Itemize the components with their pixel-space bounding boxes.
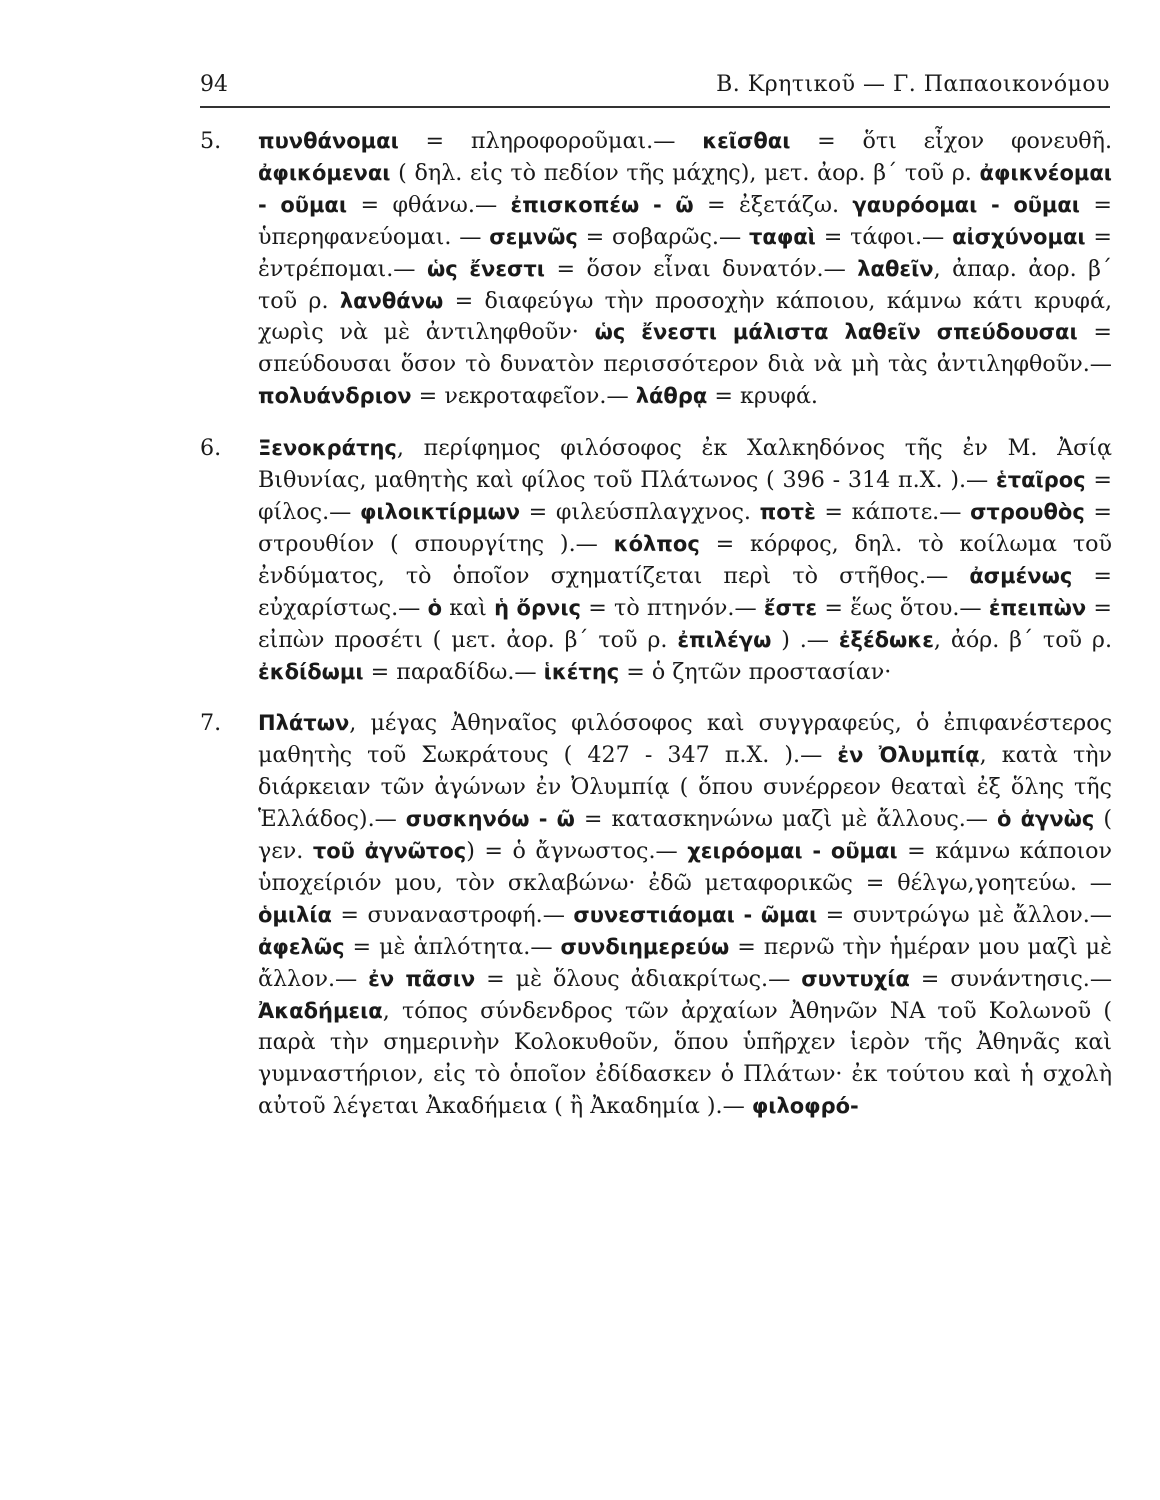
gloss-text: = περνῶ τὴν ἡμέραν μου μαζὶ μὲ ἄλλον.— bbox=[258, 933, 1112, 992]
glossary-term: φιλοφρό- bbox=[751, 1094, 859, 1119]
gloss-text: = τὸ πτηνόν.— bbox=[580, 594, 764, 621]
gloss-text: = σοβαρῶς.— bbox=[577, 223, 749, 250]
gloss-text: = σπεύδουσαι ὅσον τὸ δυνατὸν περισσότερον διὰ νὰ μὴ τὰς ἀντιληφθοῦν.— bbox=[258, 319, 1112, 378]
gloss-text: ( δηλ. εἰς τὸ πεδίον τῆς μάχης), μετ. ἀορ. β΄ τοῦ ρ. bbox=[390, 159, 980, 186]
glossary-term: φιλοικτίρμων bbox=[359, 499, 521, 524]
glossary-term: ὡς ἔνεστι bbox=[426, 256, 545, 281]
glossary-term: κεῖσθαι bbox=[702, 129, 791, 153]
gloss-text: = κάμνω κάποιον ὑποχείριόν μου, τὸν σκλαβώνω· ἐδῶ μεταφορικῶς = θέλγω,γοητεύω. — bbox=[258, 838, 1112, 896]
glossary-term: χειρόομαι - οῦμαι bbox=[687, 839, 898, 864]
glossary-term: ἐπειπὼν bbox=[988, 595, 1087, 620]
gloss-text: = κόρφος, δηλ. τὸ κοίλωμα τοῦ ἐνδύματος, τὸ ὁποῖον σχηματίζεται περὶ τὸ στῆθος.— bbox=[258, 530, 1112, 589]
gloss-text: = ὅσον εἶναι δυνατόν.— bbox=[545, 255, 858, 282]
glossary-term: σεμνῶς bbox=[489, 224, 578, 249]
glossary-term: ἐκδίδωμι bbox=[258, 659, 364, 684]
note-5 bbox=[200, 126, 1112, 413]
note-body bbox=[258, 708, 1112, 1123]
gloss-text: = φίλος.— bbox=[258, 467, 1112, 525]
gloss-text: = μὲ ἁπλότητα.— bbox=[344, 933, 561, 960]
glossary-term: ἀφελῶς bbox=[258, 934, 345, 959]
glossary-term: ταφαὶ bbox=[749, 224, 816, 249]
glossary-term: ἐν Ὀλυμπίᾳ bbox=[837, 743, 980, 768]
gloss-text: = φιλεύσπλαγχνος. bbox=[520, 498, 760, 525]
notes-section bbox=[200, 126, 1112, 1143]
gloss-text: , περίφημος φιλόσοφος ἐκ Χαλκηδόνος τῆς ἐν Μ. Ἀσίᾳ Βιθυνίας, μαθητὴς καὶ φίλος τοῦ Πλάτωνος ( 396 - 314 π.Χ. ).— bbox=[258, 435, 1112, 494]
glossary-term: ὁ bbox=[427, 595, 443, 620]
glossary-term: συνεστιάομαι - ῶμαι bbox=[573, 902, 818, 927]
note-body bbox=[258, 126, 1112, 413]
glossary-term: κόλπος bbox=[613, 531, 700, 556]
gloss-text: , κατὰ τὴν διάρκειαν τῶν ἀγώνων ἐν Ὀλυμπίᾳ ( ὅπου συνέρρεον θεαταὶ ἐξ ὅλης τῆς Ἑλλάδος).— bbox=[258, 742, 1112, 833]
gloss-text: = εἰπὼν προσέτι ( μετ. ἀορ. β΄ τοῦ ρ. bbox=[258, 594, 1112, 653]
glossary-term: ἑταῖρος bbox=[996, 468, 1086, 493]
glossary-term: πυνθάνομαι bbox=[258, 129, 399, 153]
glossary-term: ἀσμένως bbox=[969, 563, 1073, 588]
gloss-text: = ἐντρέπομαι.— bbox=[258, 223, 1112, 282]
gloss-text: = ὁ ζητῶν προστασίαν· bbox=[619, 658, 892, 685]
glossary-term: συνδιημερεύω bbox=[560, 934, 730, 959]
page-number: 94 bbox=[200, 72, 228, 97]
glossary-term: ἐξέδωκε bbox=[838, 627, 934, 652]
note-body bbox=[258, 433, 1112, 688]
gloss-text: = συναναστροφή.— bbox=[331, 901, 574, 928]
glossary-term: ἀφικόμεναι bbox=[258, 160, 391, 185]
glossary-term: ὡς ἔνεστι μάλιστα λαθεῖν σπεύδουσαι bbox=[594, 320, 1078, 345]
note-number: 7. bbox=[200, 710, 222, 737]
glossary-term: ὁ ἀγνὼς bbox=[996, 807, 1095, 832]
glossary-term: ἐπισκοπέω - ῶ bbox=[510, 192, 694, 217]
gloss-text: = συνάντησις.— bbox=[909, 965, 1113, 992]
glossary-term: στρουθὸς bbox=[970, 499, 1085, 524]
gloss-text: = ὅτι εἶχον φονευθῆ. bbox=[790, 128, 1113, 154]
gloss-text: = κάποτε.— bbox=[815, 498, 971, 525]
gloss-text: = στρουθίον ( σπουργίτης ).— bbox=[258, 498, 1112, 557]
gloss-text: = φθάνω.— bbox=[347, 191, 511, 218]
gloss-text: = μὲ ὅλους ἀδιακρίτως.— bbox=[475, 965, 802, 992]
glossary-term: ὁμιλία bbox=[258, 902, 332, 927]
glossary-term: Ἀκαδήμεια bbox=[258, 998, 383, 1023]
glossary-term: λανθάνω bbox=[339, 288, 444, 313]
gloss-text: ( γεν. bbox=[258, 806, 1112, 865]
gloss-text: = παραδίδω.— bbox=[363, 658, 544, 685]
glossary-term: πολυάνδριον bbox=[258, 384, 412, 409]
glossary-term: τοῦ ἀγνῶτος bbox=[312, 839, 467, 864]
gloss-text: = τάφοι.— bbox=[815, 223, 953, 250]
glossary-term: συσκηνόω - ῶ bbox=[405, 807, 575, 832]
glossary-term: γαυρόομαι - οῦμαι bbox=[852, 192, 1080, 217]
glossary-term: ἔστε bbox=[763, 595, 818, 620]
glossary-term: ἡ ὄρνις bbox=[494, 595, 581, 620]
gloss-text: = νεκροταφεῖον.— bbox=[411, 383, 636, 410]
page-header bbox=[200, 72, 1110, 106]
gloss-text: = κατασκηνώνω μαζὶ μὲ ἄλλους.— bbox=[574, 806, 997, 833]
gloss-text: = κρυφά. bbox=[707, 383, 818, 410]
gloss-text: = ἐξετάζω. bbox=[693, 191, 853, 218]
glossary-term: ἱκέτης bbox=[543, 659, 620, 684]
gloss-text: , τόπος σύνδενδρος τῶν ἀρχαίων Ἀθηνῶν ΝΑ τοῦ Κολωνοῦ ( παρὰ τὴν σημερινὴν Κολοκυθοῦν, ὅπου ὑπῆρχεν ἱερὸν τῆς Ἀθηνᾶς καὶ γυμναστήριον, εἰς τὸ ὁποῖον ἐδίδασκεν ὁ Πλάτων· ἐκ τούτου καὶ ἡ σχολὴ αὐτοῦ λέγεται Ἀκαδήμεια ( ἢ Ἀκαδημία ).— bbox=[258, 997, 1112, 1120]
gloss-text: , ἀπαρ. ἀορ. β΄ τοῦ ρ. bbox=[258, 255, 1113, 314]
glossary-term: συντυχία bbox=[801, 966, 910, 991]
gloss-text: καὶ bbox=[442, 594, 495, 621]
glossary-term: Πλάτων bbox=[258, 711, 350, 736]
running-head: Β. Κρητικοῦ — Γ. Παπαοικονόμου bbox=[716, 72, 1110, 97]
gloss-text: = ἕως ὅτου.— bbox=[817, 594, 989, 621]
glossary-term: ἀφικνέομαι - οῦμαι bbox=[258, 160, 1112, 217]
gloss-text: = ὑπερηφανεύομαι. — bbox=[258, 191, 1112, 250]
gloss-text: , ἀόρ. β΄ τοῦ ρ. bbox=[933, 626, 1112, 653]
gloss-text: = πληροφοροῦμαι.— bbox=[398, 128, 703, 154]
glossary-term: Ξενοκράτης bbox=[258, 436, 397, 461]
glossary-term: λαθεῖν bbox=[857, 256, 934, 281]
gloss-text: ) = ὁ ἄγνωστος.— bbox=[466, 838, 688, 865]
note-7 bbox=[200, 708, 1112, 1123]
note-number: 5. bbox=[200, 128, 222, 154]
glossary-term: αἰσχύνομαι bbox=[952, 224, 1086, 249]
glossary-term: ποτὲ bbox=[759, 499, 816, 524]
gloss-text: = εὐχαρίστως.— bbox=[258, 562, 1112, 621]
note-number: 6. bbox=[200, 435, 222, 462]
glossary-term: ἐπιλέγω bbox=[677, 627, 772, 652]
gloss-text: ) .— bbox=[771, 626, 839, 653]
glossary-term: ἐν πᾶσιν bbox=[368, 966, 476, 991]
gloss-text: = συντρώγω μὲ ἄλλον.— bbox=[817, 901, 1112, 928]
gloss-text: , μέγας Ἀθηναῖος φιλόσοφος καὶ συγγραφεύς, ὁ ἐπιφανέστερος μαθητὴς τοῦ Σωκράτους ( 427 - 347 π.Χ. ).— bbox=[258, 710, 1112, 769]
glossary-term: λάθρᾳ bbox=[635, 384, 708, 409]
gloss-text: = διαφεύγω τὴν προσοχὴν κάποιου, κάμνω κάτι κρυφά, χωρὶς νὰ μὲ ἀντιληφθοῦν· bbox=[258, 287, 1112, 346]
header-rule bbox=[200, 106, 1110, 108]
note-6 bbox=[200, 433, 1112, 688]
